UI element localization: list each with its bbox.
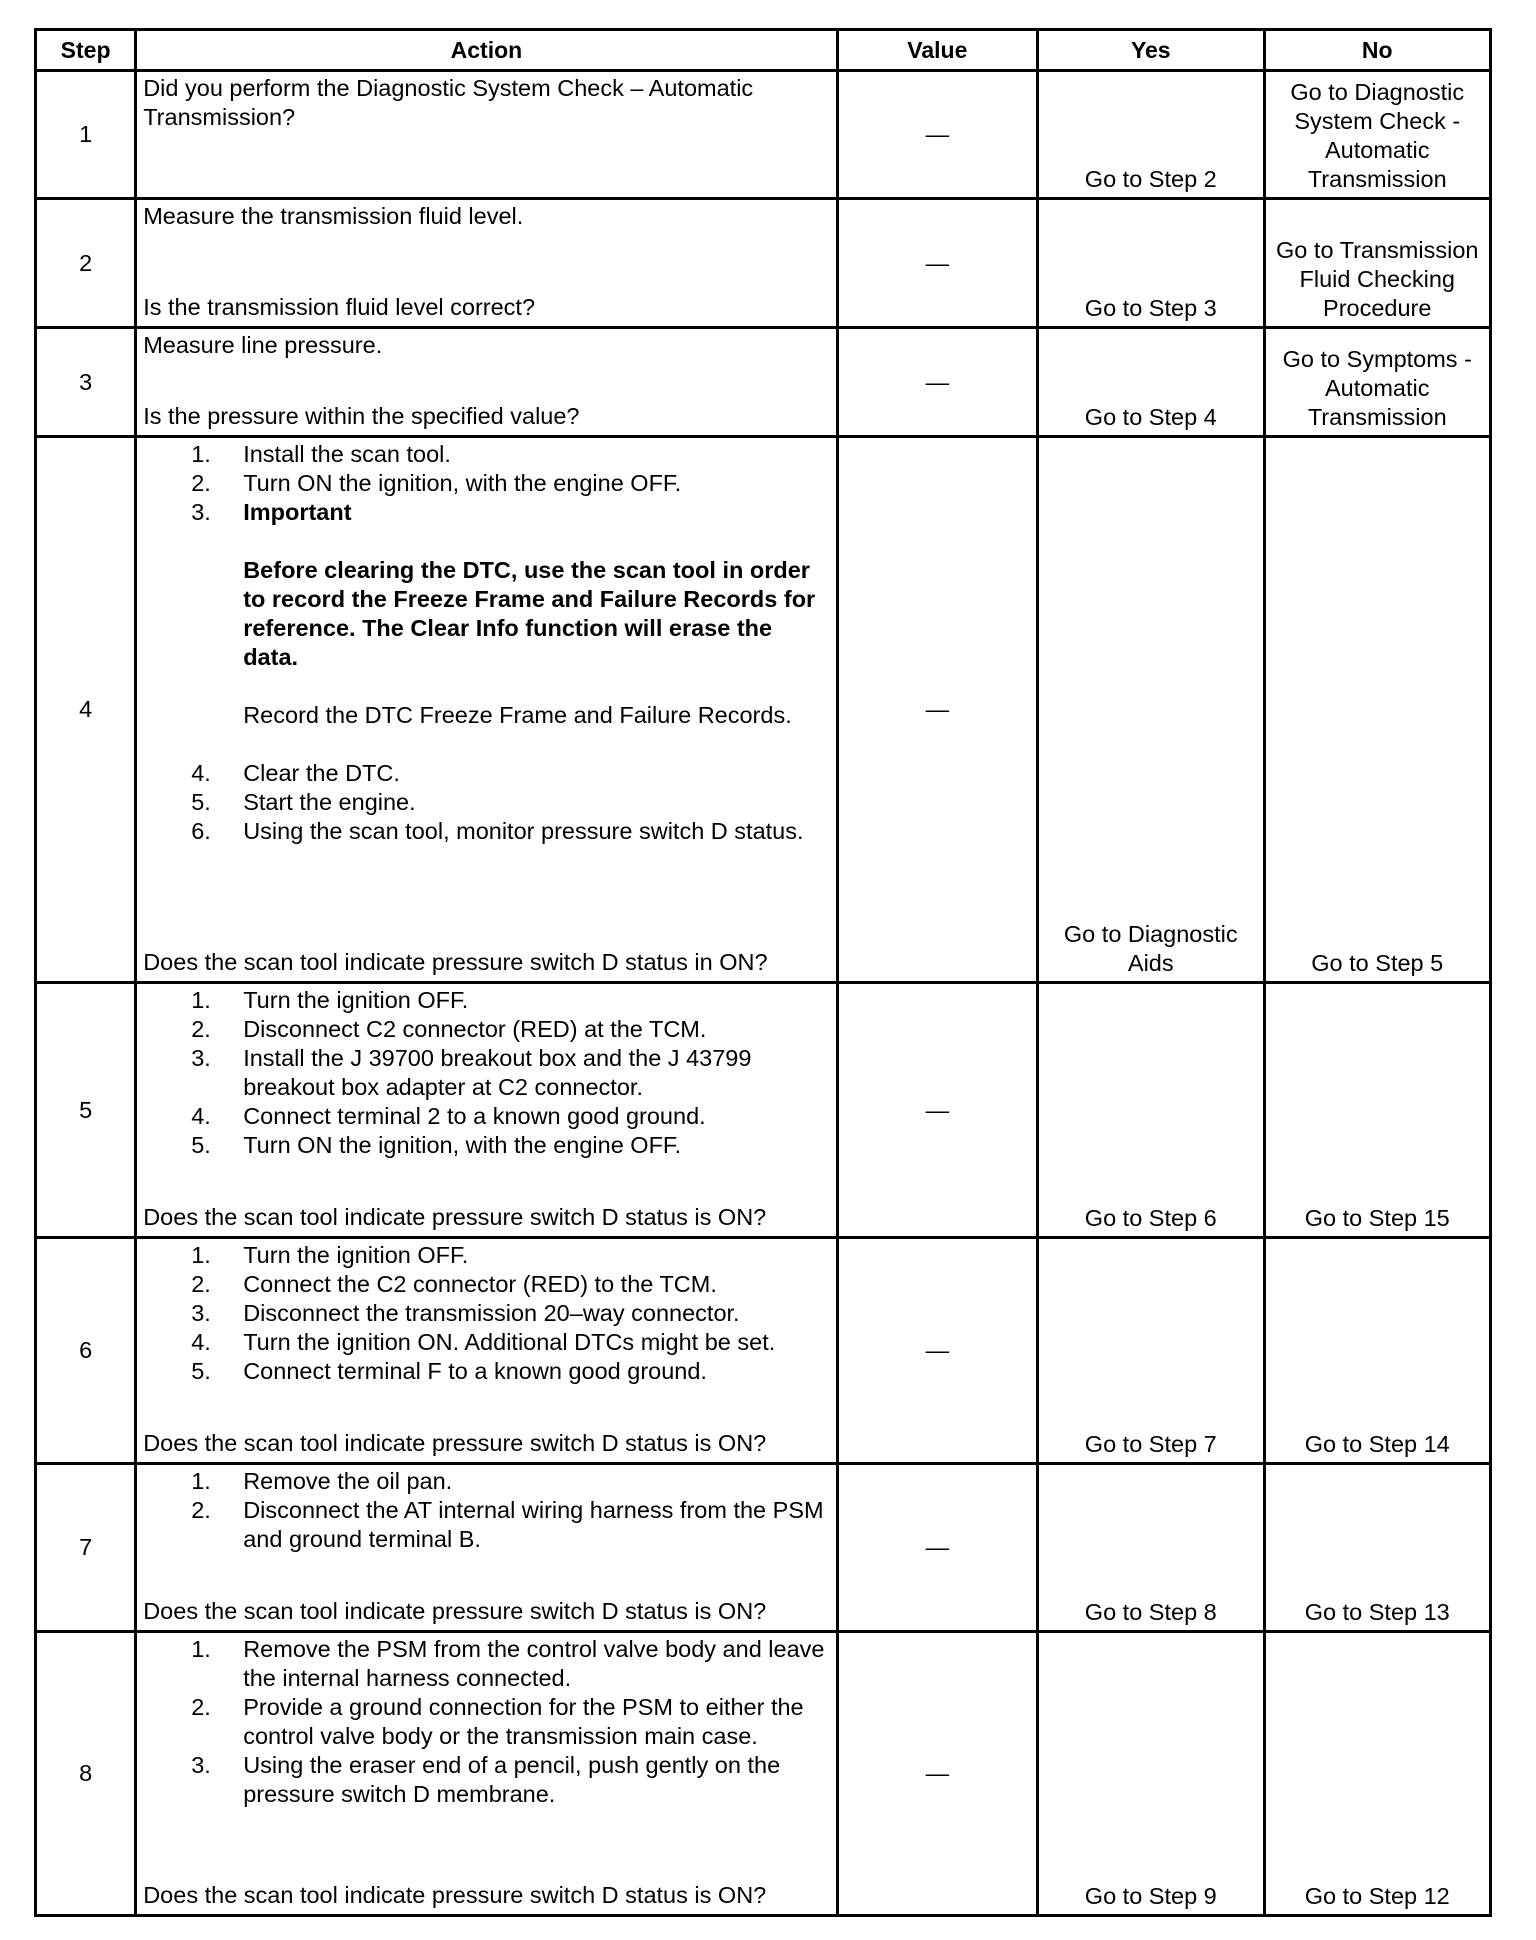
action-steps xyxy=(143,759,829,846)
list-item: 2. Provide a ground connection for the PSM to either the control valve body or the transmission main case. xyxy=(191,1694,804,1749)
table-row xyxy=(36,199,1491,328)
value-cell: — xyxy=(837,199,1037,328)
yes-cell: Go to Step 6 xyxy=(1038,983,1264,1238)
action-question: Does the scan tool indicate pressure switch D status is ON? xyxy=(143,1882,767,1908)
step-number: 5 xyxy=(36,983,136,1238)
step-number: 6 xyxy=(36,1238,136,1464)
list-item: 1. Remove the oil pan. xyxy=(191,1468,453,1494)
value-cell: — xyxy=(837,71,1037,199)
list-item: 2. Disconnect C2 connector (RED) at the TCM. xyxy=(191,1016,707,1042)
action-steps xyxy=(143,1467,829,1554)
table-row xyxy=(36,983,1491,1238)
list-item: 5. Turn ON the ignition, with the engine OFF. xyxy=(191,1132,682,1158)
action-steps xyxy=(143,986,829,1160)
list-item: 5. Start the engine. xyxy=(191,789,416,815)
action-question: Does the scan tool indicate pressure switch D status in ON? xyxy=(143,949,768,975)
table-row xyxy=(36,1632,1491,1916)
value-cell: — xyxy=(837,983,1037,1238)
step-number: 4 xyxy=(36,437,136,983)
no-cell: Go to Step 14 xyxy=(1264,1238,1491,1464)
no-cell: Go to Transmission Fluid Checking Procedure xyxy=(1264,199,1491,328)
action-cell xyxy=(136,328,837,437)
step-number: 2 xyxy=(36,199,136,328)
list-item: 2. Turn ON the ignition, with the engine OFF. xyxy=(191,470,682,496)
action-cell xyxy=(136,199,837,328)
table-row xyxy=(36,1464,1491,1632)
list-item: 3. Using the eraser end of a pencil, push gently on the pressure switch D membrane. xyxy=(191,1752,781,1807)
important-note: Before clearing the DTC, use the scan tool in order to record the Freeze Frame and Failure Records for reference. The Clear Info function will erase the data. xyxy=(243,557,816,670)
list-item: 1. Turn the ignition OFF. xyxy=(191,1242,469,1268)
table-row xyxy=(36,1238,1491,1464)
value-cell: — xyxy=(837,1238,1037,1464)
yes-cell: Go to Step 4 xyxy=(1038,328,1264,437)
value-cell: — xyxy=(837,1464,1037,1632)
list-item: 1. Turn the ignition OFF. xyxy=(191,987,469,1013)
action-text: Did you perform the Diagnostic System Check – Automatic Transmission? xyxy=(143,75,754,130)
action-steps xyxy=(143,1635,829,1809)
list-item: 2. Disconnect the AT internal wiring harness from the PSM and ground terminal B. xyxy=(191,1497,824,1552)
diagnostic-table xyxy=(34,28,1492,1917)
action-question: Is the transmission fluid level correct? xyxy=(143,294,536,320)
yes-cell: Go to Step 3 xyxy=(1038,199,1264,328)
table-row xyxy=(36,437,1491,983)
record-instruction: Record the DTC Freeze Frame and Failure Records. xyxy=(243,702,792,728)
step-number: 1 xyxy=(36,71,136,199)
yes-cell: Go to Step 9 xyxy=(1038,1632,1264,1916)
table-row xyxy=(36,71,1491,199)
list-item: 4. Turn the ignition ON. Additional DTCs might be set. xyxy=(191,1329,776,1355)
list-item: 3. Important xyxy=(191,499,352,525)
action-text: Measure the transmission fluid level. xyxy=(143,203,524,229)
step-number: 8 xyxy=(36,1632,136,1916)
value-cell: — xyxy=(837,1632,1037,1916)
action-question: Is the pressure within the specified value? xyxy=(143,403,580,429)
action-cell xyxy=(136,437,837,983)
action-cell xyxy=(136,1632,837,1916)
header-step: Step xyxy=(36,30,136,71)
header-action: Action xyxy=(136,30,837,71)
no-cell: Go to Symptoms - Automatic Transmission xyxy=(1264,328,1491,437)
action-cell xyxy=(136,1238,837,1464)
action-steps xyxy=(143,1241,829,1386)
value-cell: — xyxy=(837,437,1037,983)
list-item: 1. Remove the PSM from the control valve body and leave the internal harness connected. xyxy=(191,1636,825,1691)
value-cell: — xyxy=(837,328,1037,437)
list-item: 4. Connect terminal 2 to a known good ground. xyxy=(191,1103,706,1129)
list-item: 3. Install the J 39700 breakout box and the J 43799 breakout box adapter at C2 connector. xyxy=(191,1045,752,1100)
list-item: 1. Install the scan tool. xyxy=(191,441,451,467)
header-value: Value xyxy=(837,30,1037,71)
header-yes: Yes xyxy=(1038,30,1264,71)
action-question: Does the scan tool indicate pressure switch D status is ON? xyxy=(143,1598,767,1624)
step-number: 7 xyxy=(36,1464,136,1632)
no-cell: Go to Step 15 xyxy=(1264,983,1491,1238)
no-cell: Go to Step 13 xyxy=(1264,1464,1491,1632)
action-cell xyxy=(136,983,837,1238)
no-cell: Go to Step 12 xyxy=(1264,1632,1491,1916)
yes-cell: Go to Step 7 xyxy=(1038,1238,1264,1464)
yes-cell: Go to Step 8 xyxy=(1038,1464,1264,1632)
action-text: Measure line pressure. xyxy=(143,332,383,358)
list-item: 2. Connect the C2 connector (RED) to the TCM. xyxy=(191,1271,717,1297)
yes-cell: Go to Step 2 xyxy=(1038,71,1264,199)
action-question: Does the scan tool indicate pressure switch D status is ON? xyxy=(143,1204,767,1230)
list-item: 4. Clear the DTC. xyxy=(191,760,400,786)
header-row xyxy=(36,30,1491,71)
action-cell xyxy=(136,71,837,199)
list-item: 3. Disconnect the transmission 20–way connector. xyxy=(191,1300,740,1326)
header-no: No xyxy=(1264,30,1491,71)
yes-cell: Go to Diagnostic Aids xyxy=(1038,437,1264,983)
step-number: 3 xyxy=(36,328,136,437)
no-cell: Go to Diagnostic System Check - Automatic Transmission xyxy=(1264,71,1491,199)
action-cell xyxy=(136,1464,837,1632)
no-cell: Go to Step 5 xyxy=(1264,437,1491,983)
action-steps xyxy=(143,440,829,527)
list-item: 5. Connect terminal F to a known good ground. xyxy=(191,1358,707,1384)
table-row xyxy=(36,328,1491,437)
action-question: Does the scan tool indicate pressure switch D status is ON? xyxy=(143,1430,767,1456)
list-item: 6. Using the scan tool, monitor pressure switch D status. xyxy=(191,818,804,844)
